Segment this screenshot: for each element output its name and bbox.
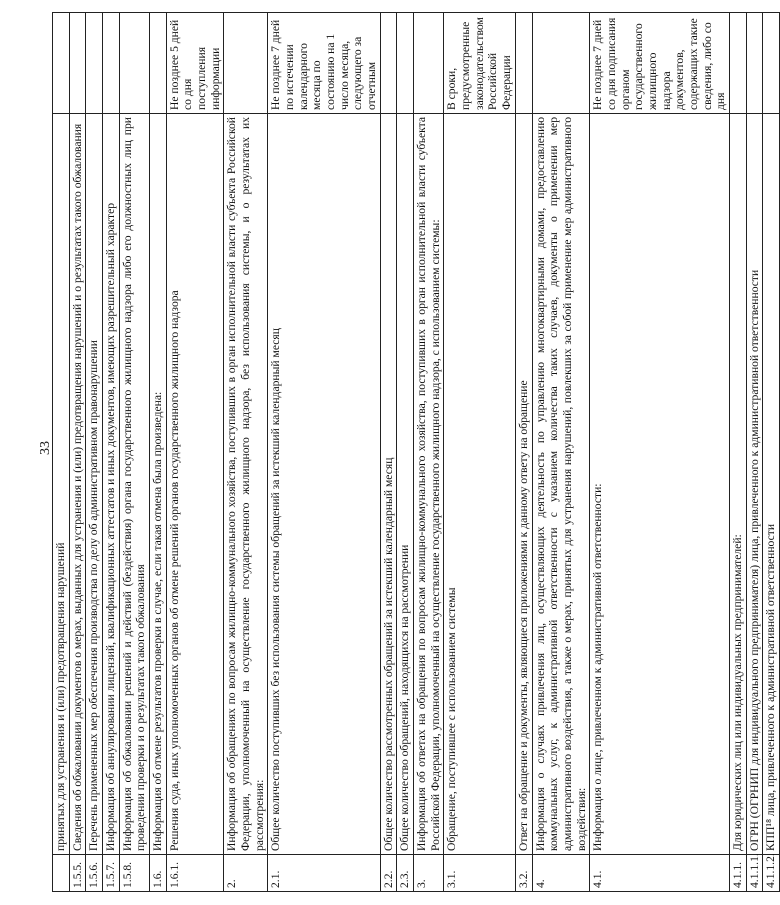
table-row xyxy=(224,13,268,892)
item-number: 1.5.6. xyxy=(86,855,103,892)
table-row xyxy=(729,13,746,892)
item-description: Ответ на обращение и документы, являющиеся приложениями к данному ответу на обращение xyxy=(515,114,532,855)
item-deadline xyxy=(69,13,86,114)
item-deadline xyxy=(763,13,780,114)
item-number xyxy=(53,855,70,892)
item-number: 3. xyxy=(414,855,444,892)
table-row xyxy=(397,13,414,892)
item-number: 4.1.1.1. xyxy=(746,855,763,892)
item-description: Сведения об обжаловании документов о мерах, выданных для устранения и (или) предотвращения нарушений и о результатах такого обжалования xyxy=(69,114,86,855)
item-number: 3.2. xyxy=(515,855,532,892)
table-row xyxy=(444,13,515,892)
item-deadline xyxy=(397,13,414,114)
item-number: 4.1.1.2. xyxy=(763,855,780,892)
item-deadline xyxy=(515,13,532,114)
table-row xyxy=(69,13,86,892)
item-deadline xyxy=(103,13,120,114)
item-number: 4.1. xyxy=(590,855,730,892)
item-number: 2.1. xyxy=(268,855,380,892)
item-number: 1.5.8. xyxy=(119,855,149,892)
table-row xyxy=(103,13,120,892)
requirements-table xyxy=(52,12,780,892)
item-number: 2.3. xyxy=(397,855,414,892)
item-description: Перечень примененных мер обеспечения производства по делу об административном правонарушении xyxy=(86,114,103,855)
item-deadline xyxy=(414,13,444,114)
table-row xyxy=(414,13,444,892)
rotated-table-container xyxy=(52,12,778,892)
item-description: Информация об отмене результатов проверки в случае, если такая отмена была произведена: xyxy=(150,114,167,855)
item-number: 2.2. xyxy=(380,855,397,892)
item-description: Обращение, поступившее с использованием системы xyxy=(444,114,515,855)
item-deadline xyxy=(150,13,167,114)
table-row xyxy=(268,13,380,892)
item-description: Информация о случаях привлечения лиц, осуществляющих деятельность по управлению многоквартирными домами, предоставлению коммунальных услуг, к административной ответственности с указанием количества таких случаев, документы о применении мер административного воздействия, а также о мерах, принятых для устранения нарушений, повлекших за собой применение мер административного воздействия: xyxy=(532,114,590,855)
item-deadline xyxy=(86,13,103,114)
item-number: 3.1. xyxy=(444,855,515,892)
item-deadline xyxy=(224,13,268,114)
item-number: 1.6. xyxy=(150,855,167,892)
table-row xyxy=(515,13,532,892)
item-deadline: Не позднее 5 дней со дня поступления информации xyxy=(166,13,224,114)
table-row xyxy=(532,13,590,892)
table-row xyxy=(86,13,103,892)
item-description: Информация об ответах на обращения по вопросам жилищно-коммунального хозяйства, поступивших в орган исполнительной власти субъекта Российской Федерации, уполномоченный на осуществление государственного жилищного надзора, с использованием системы: xyxy=(414,114,444,855)
item-description: ОГРН (ОГРНИП для индивидуального предпринимателя) лица, привлеченного к административной ответственности xyxy=(746,114,763,855)
item-number: 2. xyxy=(224,855,268,892)
item-description: Для юридических лиц или индивидуальных предпринимателей: xyxy=(729,114,746,855)
table-row xyxy=(380,13,397,892)
item-description: Информация об обжаловании решений и действий (бездействия) органа государственного жилищного надзора либо его должностных лиц при проведении проверки и о результатах такого обжалования xyxy=(119,114,149,855)
table-row xyxy=(590,13,730,892)
item-deadline xyxy=(746,13,763,114)
item-description: Общее количество поступивших без использования системы обращений за истекший календарный месяц xyxy=(268,114,380,855)
item-description: Общее количество рассмотренных обращений за истекший календарный месяц xyxy=(380,114,397,855)
item-description: Информация об аннулировании лицензий, квалификационных аттестатов и иных документов, имеющих разрешительный характер xyxy=(103,114,120,855)
item-number: 4.1.1. xyxy=(729,855,746,892)
item-description: Общее количество обращений, находящихся на рассмотрении xyxy=(397,114,414,855)
item-description: КПП¹⁸ лица, привлеченного к административной ответственности xyxy=(763,114,780,855)
item-number: 4. xyxy=(532,855,590,892)
table-row xyxy=(119,13,149,892)
item-number: 1.5.5. xyxy=(69,855,86,892)
item-number: 1.6.1. xyxy=(166,855,224,892)
item-description: Информация о лице, привлеченном к административной ответственности: xyxy=(590,114,730,855)
table-row xyxy=(166,13,224,892)
table-row xyxy=(150,13,167,892)
item-deadline xyxy=(532,13,590,114)
item-description: принятых для устранения и (или) предотвращения нарушений xyxy=(53,114,70,855)
item-deadline xyxy=(380,13,397,114)
item-deadline: Не позднее 7 дней со дня подписания органом государственного жилищного надзора документов, содержащих такие сведения, либо со дня xyxy=(590,13,730,114)
item-number: 1.5.7. xyxy=(103,855,120,892)
item-deadline xyxy=(119,13,149,114)
table-row xyxy=(746,13,763,892)
item-deadline: В сроки, предусмотренные законодательством Российской Федерации xyxy=(444,13,515,114)
item-description: Решения суда, иных уполномоченных органов об отмене решений органов государственного жилищного надзора xyxy=(166,114,224,855)
item-deadline: Не позднее 7 дней по истечении календарного месяца по состоянию на 1 число месяца, следующего за отчетным xyxy=(268,13,380,114)
item-deadline xyxy=(729,13,746,114)
table-row xyxy=(763,13,780,892)
table-row xyxy=(53,13,70,892)
item-description: Информация об обращениях по вопросам жилищно-коммунального хозяйства, поступивших в орган исполнительной власти субъекта Российской Федерации, уполномоченный на осуществление государственного жилищного надзора, без использования системы, и о результатах их рассмотрения: xyxy=(224,114,268,855)
page-number: 33 xyxy=(38,441,53,455)
item-deadline xyxy=(53,13,70,114)
